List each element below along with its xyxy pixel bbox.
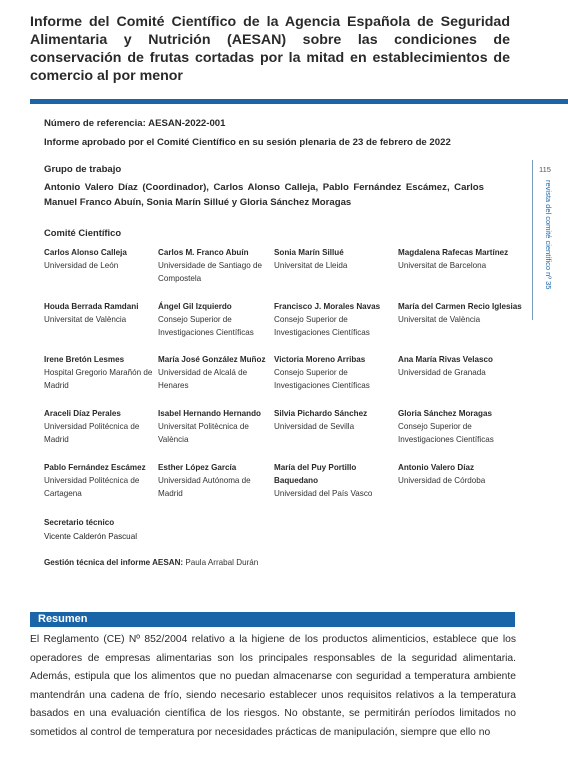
member-institution: Consejo Superior de Investigaciones Científicas	[274, 315, 370, 337]
member-institution: Consejo Superior de Investigaciones Científicas	[274, 368, 370, 390]
committee-member	[398, 407, 523, 446]
committee-member	[44, 300, 162, 326]
member-institution: Universidad Politécnica de Madrid	[44, 422, 140, 444]
member-name: Esther López García	[158, 463, 237, 472]
secretary-name: Vicente Calderón Pascual	[44, 532, 137, 541]
committee-heading: Comité Científico	[44, 227, 122, 238]
page-number: 115	[539, 165, 551, 174]
member-institution: Universitat Politècnica de València	[158, 422, 249, 444]
member-institution: Universidad de Alcalá de Henares	[158, 368, 248, 390]
working-group-members: Antonio Valero Díaz (Coordinador), Carlos Alonso Calleja, Pablo Fernández Escámez, Carlos Manuel Franco Abuín, Sonia Marín Sillué y Gloria Sánchez Moragas	[44, 182, 484, 208]
committee-member	[158, 246, 276, 285]
member-name: Ana María Rivas Velasco	[398, 355, 493, 364]
document-title: Informe del Comité Científico de la Agencia Española de Seguridad Alimentaria y Nutrición (AESAN) sobre las condiciones de conservación de frutas cortadas por la mitad en establecimientos de comercio al por menor	[30, 14, 510, 84]
member-institution: Universitat de València	[398, 315, 481, 324]
technical-management	[44, 558, 258, 567]
committee-member	[44, 461, 162, 500]
technical-secretary	[44, 516, 137, 544]
member-institution: Universitat de Lleida	[274, 261, 348, 270]
title-divider	[30, 99, 568, 104]
sidebar-divider	[532, 160, 533, 320]
committee-member	[44, 353, 162, 392]
member-name: Magdalena Rafecas Martínez	[398, 248, 509, 257]
member-name: Carlos Alonso Calleja	[44, 248, 127, 257]
member-name: Antonio Valero Díaz	[398, 463, 475, 472]
journal-label: revista del comité científico nº 35	[544, 180, 553, 290]
committee-member	[44, 246, 162, 272]
reference-number: Número de referencia: AESAN-2022-001	[44, 118, 226, 129]
working-group-heading: Grupo de trabajo	[44, 164, 122, 175]
member-institution: Universidade de Santiago de Compostela	[158, 261, 262, 283]
member-name: Francisco J. Morales Navas	[274, 302, 381, 311]
committee-member	[398, 461, 523, 487]
member-institution: Consejo Superior de Investigaciones Científicas	[398, 422, 494, 444]
member-institution: Universidad Autónoma de Madrid	[158, 476, 251, 498]
committee-member	[158, 353, 276, 392]
member-institution: Universidad de Sevilla	[274, 422, 355, 431]
committee-member	[274, 461, 392, 500]
member-institution: Universitat de Barcelona	[398, 261, 487, 270]
member-name: Araceli Díaz Perales	[44, 409, 121, 418]
committee-member	[158, 300, 276, 339]
member-institution: Hospital Gregorio Marañón de Madrid	[44, 368, 153, 390]
member-name: Ángel Gil Izquierdo	[158, 302, 232, 311]
committee-member	[158, 461, 276, 500]
member-name: María del Carmen Recio Iglesias	[398, 302, 522, 311]
abstract-heading: Resumen	[30, 612, 515, 627]
member-name: Sonia Marín Sillué	[274, 248, 344, 257]
member-institution: Universidad de León	[44, 261, 119, 270]
member-name: Silvia Pichardo Sánchez	[274, 409, 368, 418]
technical-management-name: Paula Arrabal Durán	[185, 558, 259, 567]
member-institution: Universidad de Córdoba	[398, 476, 486, 485]
member-name: María José González Muñoz	[158, 355, 266, 364]
approval-note: Informe aprobado por el Comité Científico en su sesión plenaria de 23 de febrero de 2022	[44, 137, 451, 148]
committee-member	[398, 300, 523, 326]
member-name: Carlos M. Franco Abuín	[158, 248, 249, 257]
committee-member	[398, 246, 523, 272]
secretary-label: Secretario técnico	[44, 518, 115, 527]
committee-member	[44, 407, 162, 446]
member-name: Irene Bretón Lesmes	[44, 355, 125, 364]
member-name: María del Puy Portillo Baquedano	[274, 463, 357, 485]
committee-member	[274, 246, 392, 272]
member-institution: Consejo Superior de Investigaciones Científicas	[158, 315, 254, 337]
member-name: Pablo Fernández Escámez	[44, 463, 146, 472]
member-institution: Universidad de Granada	[398, 368, 486, 377]
member-name: Isabel Hernando Hernando	[158, 409, 261, 418]
committee-member	[274, 353, 392, 392]
committee-member	[274, 300, 392, 339]
member-name: Gloria Sánchez Moragas	[398, 409, 493, 418]
committee-member	[398, 353, 523, 379]
member-name: Victoria Moreno Arribas	[274, 355, 366, 364]
committee-member	[274, 407, 392, 433]
technical-management-label: Gestión técnica del informe AESAN:	[44, 558, 184, 567]
committee-member	[158, 407, 276, 446]
member-name: Houda Berrada Ramdani	[44, 302, 139, 311]
member-institution: Universidad Politécnica de Cartagena	[44, 476, 140, 498]
abstract-text: El Reglamento (CE) Nº 852/2004 relativo a la higiene de los productos alimenticios, establece que los operadores de empresas alimentarias son los principales responsables de la seguridad alimentaria. Además, estipula que los alimentos que no puedan almacenarse con seguridad a temperatura ambiente mantendrán una cadena de frío, siendo necesario establecer unos requisitos relativos a la temperatura basados en una evaluación científica de los riesgos. No obstante, se permitirán períodos limitados no sometidos al control de temperatura por necesidades prácticas de manipulación, siempre que ello no	[30, 634, 516, 738]
member-institution: Universidad del País Vasco	[274, 489, 373, 498]
member-institution: Universitat de València	[44, 315, 127, 324]
